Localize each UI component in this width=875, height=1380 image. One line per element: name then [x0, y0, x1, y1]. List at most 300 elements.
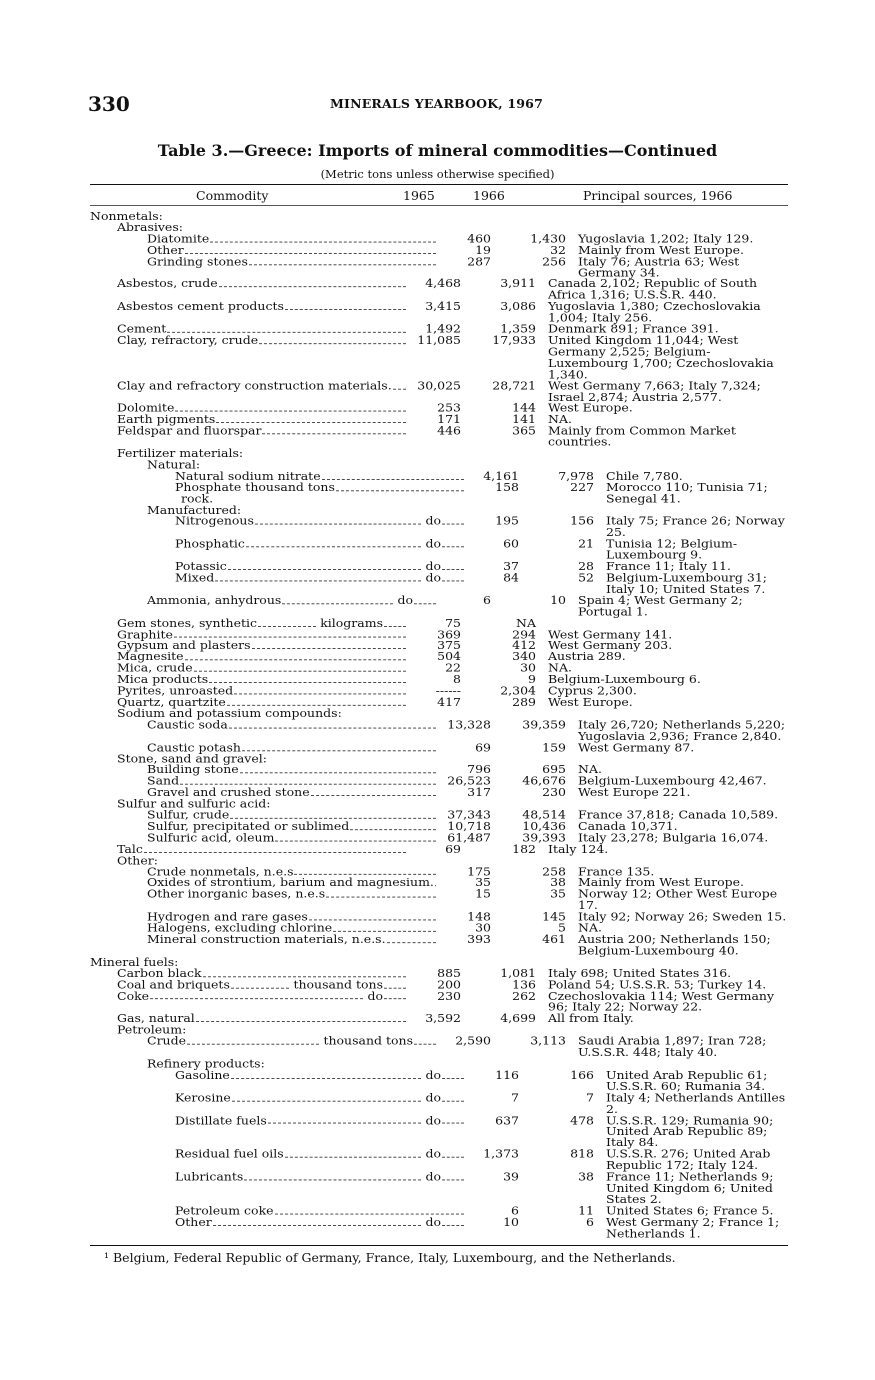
- sources-cell: Belgium-Luxembourg 31; Italy 10; United States 7.: [606, 570, 768, 596]
- value-1966-cell: 166: [570, 1068, 594, 1082]
- sources-cell: Spain 4; West Germany 2; Portugal 1.: [578, 593, 743, 618]
- commodity-label: Magnesite: [117, 650, 184, 664]
- leader-dots: [180, 783, 436, 785]
- table-row: [90, 1070, 790, 1093]
- commodity-label: Sulfur, crude: [147, 808, 230, 822]
- table-row: [90, 991, 790, 1014]
- leader-dots: [228, 568, 422, 570]
- sources-cell: Denmark 891; France 391.: [548, 322, 719, 336]
- commodity-cell: [90, 231, 440, 245]
- commodity-cell: [90, 595, 440, 618]
- commodity-label: Sulfuric acid, oleum: [147, 830, 275, 844]
- value-1965-cell: 60: [503, 537, 519, 551]
- value-1965-cell: 369: [437, 627, 461, 641]
- value-1966-cell: 2,304: [500, 683, 536, 698]
- commodity-label: Kerosine: [175, 1090, 231, 1104]
- commodity-cell: Sulfur and sulfuric acid:: [117, 796, 271, 811]
- unit-label: do: [425, 537, 441, 551]
- leader-dots: [185, 252, 436, 254]
- value-1965-cell: 317: [467, 785, 491, 799]
- value-1965-cell: 30,025: [417, 378, 461, 392]
- commodity-label: Gas, natural: [117, 1011, 195, 1025]
- leader-dots: [262, 433, 406, 435]
- sources-cell: Italy 75; France 26; Norway 25.: [606, 514, 785, 539]
- leader-dots: [285, 1156, 422, 1158]
- leader-dots: [333, 930, 436, 932]
- value-1965-cell: 460: [467, 231, 491, 245]
- leader-dots: [213, 1224, 422, 1226]
- commodity-cell: [90, 1036, 440, 1059]
- unit-label: do: [425, 1147, 441, 1161]
- commodity-label: Caustic potash: [147, 740, 241, 754]
- value-1966-cell: 182: [512, 842, 536, 856]
- leader-dots: [393, 387, 406, 389]
- value-1966-cell: 412: [512, 638, 536, 652]
- leader-dots: [442, 1099, 464, 1101]
- leader-dots: [384, 986, 406, 988]
- leader-dots: [435, 885, 436, 887]
- table-row: [90, 335, 790, 380]
- page-number: 330: [88, 92, 130, 116]
- commodity-label: Other: [147, 243, 184, 257]
- value-1965-cell: 6: [511, 1203, 519, 1217]
- sources-cell: Belgium-Luxembourg 6.: [548, 672, 701, 686]
- value-1966-cell: 6: [586, 1215, 594, 1229]
- value-1965-cell: 7: [511, 1090, 519, 1104]
- value-1966-cell: 4,699: [500, 1011, 536, 1025]
- commodity-label: Crude nonmetals, n.e.s: [147, 864, 294, 878]
- value-1965-cell: 19: [475, 243, 491, 257]
- sources-cell: NA.: [578, 921, 602, 935]
- commodity-cell: [90, 423, 410, 449]
- value-1965-cell: 417: [437, 695, 461, 709]
- table-row: [90, 301, 790, 324]
- commodity-label: Lubricants: [175, 1169, 244, 1184]
- value-1966-cell: 3,113: [530, 1034, 566, 1048]
- leader-dots: [275, 1212, 464, 1214]
- sources-cell: United Arab Republic 61; U.S.S.R. 60; Rumania 34.: [606, 1068, 768, 1093]
- unit-label: do: [425, 570, 441, 585]
- value-1966-cell: 1,359: [500, 322, 536, 336]
- commodity-cell: [90, 1149, 468, 1172]
- leader-dots: [244, 1179, 421, 1181]
- header-bottom-rule: [90, 205, 788, 206]
- leader-dots: [196, 1020, 406, 1022]
- sources-cell: Italy 26,720; Netherlands 5,220; Yugoslavia 2,936; France 2,840.: [578, 717, 786, 743]
- value-1966-cell: 11: [578, 1203, 594, 1217]
- sources-cell: Czechoslovakia 114; West Germany 96; Italy 22; Norway 22.: [548, 989, 775, 1014]
- leader-dots: [275, 840, 436, 842]
- leader-dots: [249, 263, 436, 265]
- value-1966-cell: [434, 211, 509, 222]
- commodity-label: Pyrites, unroasted: [117, 683, 234, 698]
- commodity-cell: [90, 889, 440, 912]
- table-row: [90, 423, 790, 449]
- commodity-label-continued: rock.: [181, 491, 214, 505]
- sources-cell: United Kingdom 11,044; West Germany 2,525; Belgium-Luxembourg 1,700; Czechoslovakia 1,340.: [548, 333, 774, 381]
- leader-dots: [294, 873, 436, 875]
- value-1966-cell: 695: [542, 763, 566, 777]
- value-1965-cell: 1,373: [483, 1147, 519, 1161]
- value-1966-cell: 136: [512, 977, 536, 991]
- leader-dots: [144, 851, 406, 853]
- value-1966-cell: 262: [512, 989, 536, 1003]
- leader-dots: [311, 794, 436, 796]
- leader-dots: [336, 489, 464, 491]
- value-1965-cell: [440, 505, 491, 516]
- value-1965-cell: 11,085: [417, 333, 461, 347]
- sources-cell: Italy 698; United States 316.: [548, 966, 732, 980]
- leader-dots: [414, 1043, 436, 1045]
- sources-cell: Italy 4; Netherlands Antilles 2.: [606, 1090, 786, 1116]
- value-1965-cell: 287: [467, 254, 491, 268]
- header-top-rule: [90, 184, 788, 185]
- commodity-label: Clay and refractory construction materials.: [117, 378, 392, 392]
- commodity-label: Oxides of strontium, barium and magnesium.: [147, 876, 434, 890]
- value-1966-cell: 340: [512, 650, 536, 664]
- leader-dots: [268, 1122, 422, 1124]
- leader-dots: [231, 1077, 422, 1079]
- column-header-sources: Principal sources, 1966: [583, 188, 733, 203]
- value-1966-cell: 3,911: [500, 277, 536, 291]
- commodity-label: Gypsum and plasters: [117, 638, 251, 652]
- value-1966-cell: 5: [558, 921, 566, 935]
- leader-dots: [209, 681, 406, 683]
- value-1966-cell: 294: [512, 627, 536, 641]
- sources-cell: Norway 12; Other West Europe 17.: [578, 887, 778, 912]
- sources-cell: West Germany 2; France 1; Netherlands 1.: [606, 1215, 780, 1240]
- unit-label: thousand tons: [323, 1034, 413, 1048]
- sources-cell: All from Italy.: [548, 1011, 634, 1025]
- commodity-cell: Manufactured:: [147, 503, 242, 517]
- leader-dots: [442, 1077, 464, 1079]
- commodity-cell: [90, 256, 440, 279]
- value-1965-cell: [410, 855, 461, 866]
- value-1965-cell: 116: [495, 1068, 519, 1082]
- commodity-cell: Mineral fuels:: [90, 955, 179, 969]
- value-1965-cell: 885: [437, 966, 461, 980]
- value-1965-cell: 393: [467, 932, 491, 946]
- leader-dots: [187, 1043, 319, 1045]
- value-1966-cell: 159: [542, 740, 566, 754]
- commodity-cell: [90, 1090, 468, 1116]
- value-1965-cell: 195: [495, 514, 519, 528]
- commodity-label: Phosphate thousand tons: [175, 480, 335, 494]
- unit-label: do: [397, 593, 413, 607]
- value-1965-cell: 200: [437, 977, 461, 991]
- leader-dots: [232, 1099, 422, 1101]
- table-title: Table 3.—Greece: Imports of mineral commodities—Continued: [157, 141, 718, 160]
- table-row: [90, 570, 790, 596]
- value-1965-cell: 1,492: [425, 322, 461, 336]
- commodity-label: Gasoline: [175, 1068, 230, 1082]
- value-1966-cell: 1,081: [500, 966, 536, 980]
- commodity-label: Diatomite: [147, 231, 210, 245]
- value-1966-cell: 478: [570, 1113, 594, 1127]
- value-1966-cell: 818: [570, 1147, 594, 1161]
- commodity-label: Potassic: [175, 559, 227, 573]
- value-1965-cell: 446: [437, 423, 461, 438]
- sources-cell: NA.: [548, 661, 572, 675]
- commodity-cell: [90, 335, 410, 380]
- value-1965-cell: 10: [503, 1215, 519, 1229]
- table-row: [90, 889, 790, 912]
- unit-label: do: [425, 1113, 441, 1127]
- table-bottom-rule: [90, 1245, 788, 1246]
- table-row: [90, 1036, 790, 1059]
- commodity-label: Nitrogenous: [175, 514, 254, 528]
- sources-cell: Mainly from West Europe.: [578, 243, 744, 257]
- leader-dots: [252, 647, 407, 649]
- commodity-label: Mica, crude: [117, 661, 193, 675]
- value-1966-cell: 365: [512, 423, 536, 438]
- sources-cell: Tunisia 12; Belgium-Luxembourg 9.: [606, 537, 738, 562]
- value-1965-cell: 158: [495, 480, 519, 494]
- leader-dots: [230, 817, 436, 819]
- commodity-label: Earth pigments: [117, 412, 216, 426]
- value-1965-cell: 84: [503, 570, 519, 585]
- value-1965-cell: 2,590: [455, 1034, 491, 1048]
- value-1966-cell: 145: [542, 909, 566, 924]
- sources-cell: France 37,818; Canada 10,589.: [578, 808, 779, 822]
- value-1966-cell: 230: [542, 785, 566, 799]
- sources-cell: West Germany 87.: [578, 740, 695, 754]
- value-1966-cell: 52: [578, 570, 594, 585]
- leader-dots: [384, 625, 406, 627]
- commodity-cell: [90, 301, 410, 324]
- commodity-cell: Natural:: [147, 457, 201, 472]
- value-1965-cell: 37,343: [447, 808, 491, 822]
- sources-cell: Mainly from West Europe.: [578, 876, 744, 890]
- commodity-cell: Nonmetals:: [90, 209, 163, 223]
- commodity-label: Graphite: [117, 627, 173, 641]
- leader-dots: [229, 727, 436, 729]
- commodity-label: Natural sodium nitrate: [175, 469, 321, 483]
- value-1966-cell: 1,430: [530, 231, 566, 245]
- table-row: [90, 1115, 790, 1149]
- commodity-label: Coal and briquets: [117, 977, 230, 991]
- commodity-cell: Refinery products:: [147, 1056, 265, 1071]
- leader-dots: [174, 636, 406, 638]
- leader-dots: [350, 828, 436, 830]
- commodity-label: Quartz, quartzite: [117, 695, 226, 709]
- commodity-label: Clay, refractory, crude: [117, 333, 259, 347]
- commodity-label: Building stone: [147, 763, 239, 777]
- leader-dots: [259, 342, 406, 344]
- commodity-cell: [90, 245, 440, 256]
- commodity-cell: [90, 516, 468, 539]
- commodity-label: Sulfur, precipitated or sublimed: [147, 819, 350, 833]
- commodity-label: Other: [175, 1215, 212, 1229]
- commodity-label: Petroleum coke: [175, 1203, 274, 1217]
- commodity-label: Feldspar and fluorspar: [117, 423, 262, 438]
- leader-dots: [285, 308, 406, 310]
- commodity-label: Crude: [147, 1034, 186, 1048]
- sources-cell: Italy 23,278; Bulgaria 16,074.: [578, 830, 769, 844]
- value-1965-cell: [410, 448, 461, 459]
- commodity-label: Dolomite: [117, 401, 175, 415]
- value-1966-cell: 256: [542, 254, 566, 268]
- value-1966-cell: 17,933: [492, 333, 536, 347]
- sources-cell: [509, 211, 790, 222]
- imports-table: [90, 211, 790, 1239]
- value-1966-cell: [461, 448, 536, 459]
- table-row: [90, 482, 790, 505]
- commodity-cell: [90, 1070, 468, 1093]
- value-1965-cell: ------: [435, 683, 461, 698]
- commodity-cell: [90, 765, 440, 776]
- commodity-label: Sand: [147, 774, 180, 788]
- commodity-label: Mineral construction materials, n.e.s.: [147, 932, 386, 946]
- unit-label: do: [425, 1169, 441, 1184]
- leader-dots: [194, 670, 406, 672]
- leader-dots: [227, 704, 406, 706]
- leader-dots: [175, 410, 406, 412]
- commodity-cell: [90, 991, 410, 1014]
- running-head: MINERALS YEARBOOK, 1967: [330, 96, 543, 111]
- sources-cell: France 11; Netherlands 9; United Kingdom 6; United States 2.: [606, 1169, 774, 1206]
- value-1965-cell: 253: [437, 401, 461, 415]
- table-row: [90, 830, 790, 844]
- value-1965-cell: 75: [445, 616, 461, 630]
- value-1965-cell: 148: [467, 909, 491, 924]
- sources-cell: Mainly from Common Market countries.: [548, 423, 736, 449]
- leader-dots: [442, 580, 464, 582]
- sources-cell: NA.: [548, 412, 572, 426]
- commodity-label: Asbestos cement products: [117, 299, 284, 313]
- value-1966-cell: 144: [512, 401, 536, 415]
- value-1966-cell: 28: [578, 559, 594, 573]
- sources-cell: Saudi Arabia 1,897; Iran 728; U.S.S.R. 448; Italy 40.: [578, 1034, 767, 1059]
- table-row: [90, 378, 790, 404]
- leader-dots: [210, 241, 436, 243]
- sources-cell: West Germany 203.: [548, 638, 673, 652]
- table-row: [90, 652, 790, 663]
- sources-cell: West Germany 141.: [548, 627, 673, 641]
- commodity-label: Residual fuel oils: [175, 1147, 284, 1161]
- table-row: [90, 1217, 790, 1240]
- sources-cell: Chile 7,780.: [606, 469, 683, 483]
- sources-cell: Italy 76; Austria 63; West Germany 34.: [578, 254, 740, 279]
- column-header-1966: 1966: [473, 188, 505, 203]
- leader-dots: [326, 896, 436, 898]
- leader-dots: [322, 478, 464, 480]
- sources-cell: [536, 448, 790, 459]
- table-row: [90, 717, 790, 743]
- value-1966-cell: 30: [520, 661, 536, 675]
- leader-dots: [231, 986, 290, 988]
- value-1966-cell: 7,978: [558, 469, 594, 483]
- footnote: ¹ Belgium, Federal Republic of Germany, France, Italy, Luxembourg, and the Netherlands.: [104, 1250, 676, 1265]
- value-1966-cell: 9: [528, 672, 536, 686]
- leader-dots: [442, 568, 464, 570]
- value-1966-cell: 258: [542, 864, 566, 878]
- leader-dots: [167, 331, 406, 333]
- value-1965-cell: 61,487: [447, 830, 491, 844]
- unit-label: do: [425, 1068, 441, 1082]
- table-row: [90, 256, 790, 279]
- commodity-cell: Other:: [117, 853, 158, 867]
- value-1965-cell: 175: [467, 864, 491, 878]
- commodity-label: Cement: [117, 322, 167, 336]
- table-row: [90, 211, 790, 222]
- leader-dots: [255, 523, 422, 525]
- sources-cell: Yugoslavia 1,380; Czechoslovakia 1,004; Italy 256.: [548, 299, 761, 325]
- table-row: [90, 934, 790, 957]
- commodity-cell: Abrasives:: [117, 220, 183, 234]
- sources-cell: West Germany 7,663; Italy 7,324; Israel 2,874; Austria 2,577.: [548, 378, 761, 404]
- sources-cell: [536, 753, 790, 764]
- value-1966-cell: 38: [550, 876, 566, 890]
- leader-dots: [387, 941, 436, 943]
- value-1965-cell: 3,592: [425, 1011, 461, 1025]
- commodity-label: Halogens, excluding chlorine: [147, 921, 333, 935]
- sources-cell: Canada 10,371.: [578, 819, 678, 833]
- value-1965-cell: 13,328: [447, 717, 491, 731]
- value-1966-cell: 10,436: [522, 819, 566, 833]
- sources-cell: West Europe.: [548, 401, 633, 415]
- table-subtitle: (Metric tons unless otherwise specified): [320, 167, 555, 181]
- value-1965-cell: 8: [453, 672, 461, 686]
- value-1965-cell: 4,161: [483, 469, 519, 483]
- value-1966-cell: 28,721: [492, 378, 536, 392]
- commodity-label: Carbon black: [117, 966, 202, 980]
- unit-label: do: [425, 559, 441, 573]
- value-1965-cell: 6: [483, 593, 491, 607]
- leader-dots: [442, 1156, 464, 1158]
- leader-dots: [219, 286, 406, 288]
- column-header-1965: 1965: [403, 188, 435, 203]
- value-1966-cell: 7: [586, 1090, 594, 1104]
- table-row: [90, 1013, 790, 1024]
- value-1965-cell: 15: [475, 887, 491, 901]
- leader-dots: [442, 1122, 464, 1124]
- sources-cell: U.S.S.R. 129; Rumania 90; United Arab Republic 89; Italy 84.: [606, 1113, 774, 1150]
- value-1966-cell: 21: [578, 537, 594, 551]
- table-row: [90, 539, 790, 562]
- value-1965-cell: 504: [437, 650, 461, 664]
- sources-cell: West Europe 221.: [578, 785, 691, 799]
- sources-cell: Austria 289.: [548, 650, 626, 664]
- table-row: [90, 516, 790, 539]
- commodity-label: Gravel and crushed stone: [147, 785, 310, 799]
- commodity-cell: [90, 570, 468, 596]
- sources-cell: Belgium-Luxembourg 42,467.: [578, 774, 767, 788]
- leader-dots: [442, 1179, 464, 1181]
- value-1965-cell: 30: [475, 921, 491, 935]
- value-1965-cell: 69: [475, 740, 491, 754]
- value-1966-cell: 38: [578, 1169, 594, 1184]
- value-1965-cell: 171: [437, 412, 461, 426]
- leader-dots: [240, 772, 436, 774]
- value-1965-cell: [410, 753, 461, 764]
- column-header-commodity: Commodity: [196, 188, 269, 203]
- value-1965-cell: 69: [445, 842, 461, 856]
- table-row: [90, 279, 790, 302]
- leader-dots: [242, 749, 436, 751]
- sources-cell: Canada 2,102; Republic of South Africa 1,316; U.S.S.R. 440.: [548, 277, 758, 302]
- sources-cell: [536, 855, 790, 866]
- commodity-label: Other inorganic bases, n.e.s: [147, 887, 326, 901]
- commodity-cell: [90, 934, 440, 957]
- leader-dots: [442, 523, 464, 525]
- table-row: [90, 595, 790, 618]
- leader-dots: [282, 602, 393, 604]
- unit-label: do: [425, 514, 441, 528]
- value-1965-cell: [410, 222, 461, 233]
- sources-cell: Italy 92; Norway 26; Sweden 15.: [578, 909, 787, 924]
- commodity-cell: [90, 378, 410, 404]
